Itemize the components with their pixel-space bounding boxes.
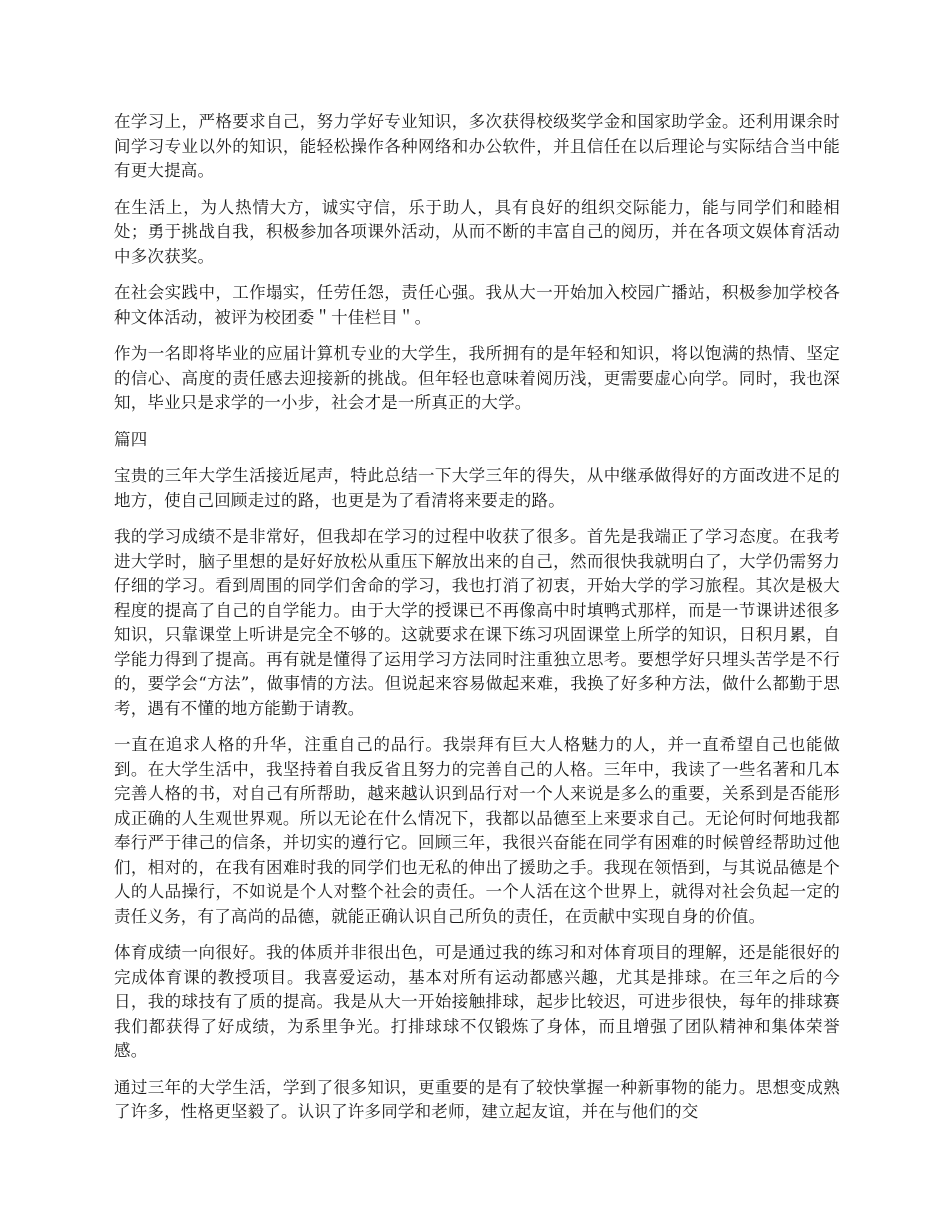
paragraph-sports: 体育成绩一向很好。我的体质并非很出色，可是通过我的练习和对体育项目的理解，还是能很好的完成体育课的教授项目。我喜爱运动，基本对所有运动都感兴趣，尤其是排球。在三年之后的今日，我的球技有了质的提高。我是从大一开始接触排球，起步比较迟，可进步很快，每年的排球赛我们都获得了好成绩，为系里争光。打排球球不仅锻炼了身体，而且增强了团队精神和集体荣誉感。	[114, 943, 840, 1060]
section-heading: 篇四	[114, 429, 148, 449]
paragraph-life: 在生活上，为人热情大方，诚实守信，乐于助人，具有良好的组织交际能力，能与同学们和睦相处；勇于挑战自我，积极参加各项课外活动，从而不断的丰富自己的阅历，并在各项文娱体育活动中多次获奖。	[114, 197, 840, 266]
paragraph-conclusion: 通过三年的大学生活，学到了很多知识，更重要的是有了较快掌握一种新事物的能力。思想变成熟了许多，性格更坚毅了。认识了许多同学和老师，建立起友谊，并在与他们的交	[114, 1077, 840, 1121]
paragraph-academic: 我的学习成绩不是非常好，但我却在学习的过程中收获了很多。首先是我端正了学习态度。在我考进大学时，脑子里想的是好好放松从重压下解放出来的自己，然而很快我就明白了，大学仍需努力仔细的学习。看到周围的同学们舍命的学习，我也打消了初衷，开始大学的学习旅程。其次是极大程度的提高了自己的自学能力。由于大学的授课已不再像高中时填鸭式那样，而是一节课讲述很多知识，只靠课堂上听讲是完全不够的。这就要求在课下练习巩固课堂上所学的知识，日积月累，自学能力得到了提高。再有就是懂得了运用学习方法同时注重独立思考。要想学好只埋头苦学是不行的，要学会“方法”，做事情的方法。但说起来容易做起来难，我换了好多种方法，做什么都勤于思考，遇有不懂的地方能勤于请教。	[114, 527, 840, 718]
document-body	[114, 110, 840, 1137]
paragraph-character: 一直在追求人格的升华，注重自己的品行。我崇拜有巨大人格魅力的人，并一直希望自己也能做到。在大学生活中，我坚持着自我反省且努力的完善自己的人格。三年中，我读了一些名著和几本完善人格的书，对自己有所帮助，越来越认识到品行对一个人来说是多么的重要，关系到是否能形成正确的人生观世界观。所以无论在什么情况下，我都以品德至上来要求自己。无论何时何地我都奉行严于律己的信条，并切实的遵行它。回顾三年，我很兴奋能在同学有困难的时候曾经帮助过他们，相对的，在我有困难时我的同学们也无私的伸出了援助之手。我现在领悟到，与其说品德是个人的人品操行，不如说是个人对整个社会的责任。一个人活在这个世界上，就得对社会负起一定的责任义务，有了高尚的品德，就能正确认识自己所负的责任，在贡献中实现自身的价值。	[114, 735, 840, 926]
paragraph-study: 在学习上，严格要求自己，努力学好专业知识，多次获得校级奖学金和国家助学金。还利用课余时间学习专业以外的知识，能轻松操作各种网络和办公软件，并且信任在以后理论与实际结合当中能有更大提高。	[114, 112, 840, 180]
paragraph-graduate-outlook: 作为一名即将毕业的应届计算机专业的大学生，我所拥有的是年轻和知识，将以饱满的热情、坚定的信心、高度的责任感去迎接新的挑战。但年轻也意味着阅历浅，更需要虚心向学。同时，我也深知，毕业只是求学的一小步，社会才是一所真正的大学。	[114, 344, 840, 412]
paragraph-social-practice: 在社会实践中，工作塌实，任劳任怨，责任心强。我从大一开始加入校园广播站，积极参加学校各种文体活动，被评为校团委＂十佳栏目＂。	[114, 283, 840, 327]
paragraph-intro: 宝贵的三年大学生活接近尾声，特此总结一下大学三年的得失，从中继承做得好的方面改进不足的地方，使自己回顾走过的路，也更是为了看清将来要走的路。	[114, 466, 840, 510]
